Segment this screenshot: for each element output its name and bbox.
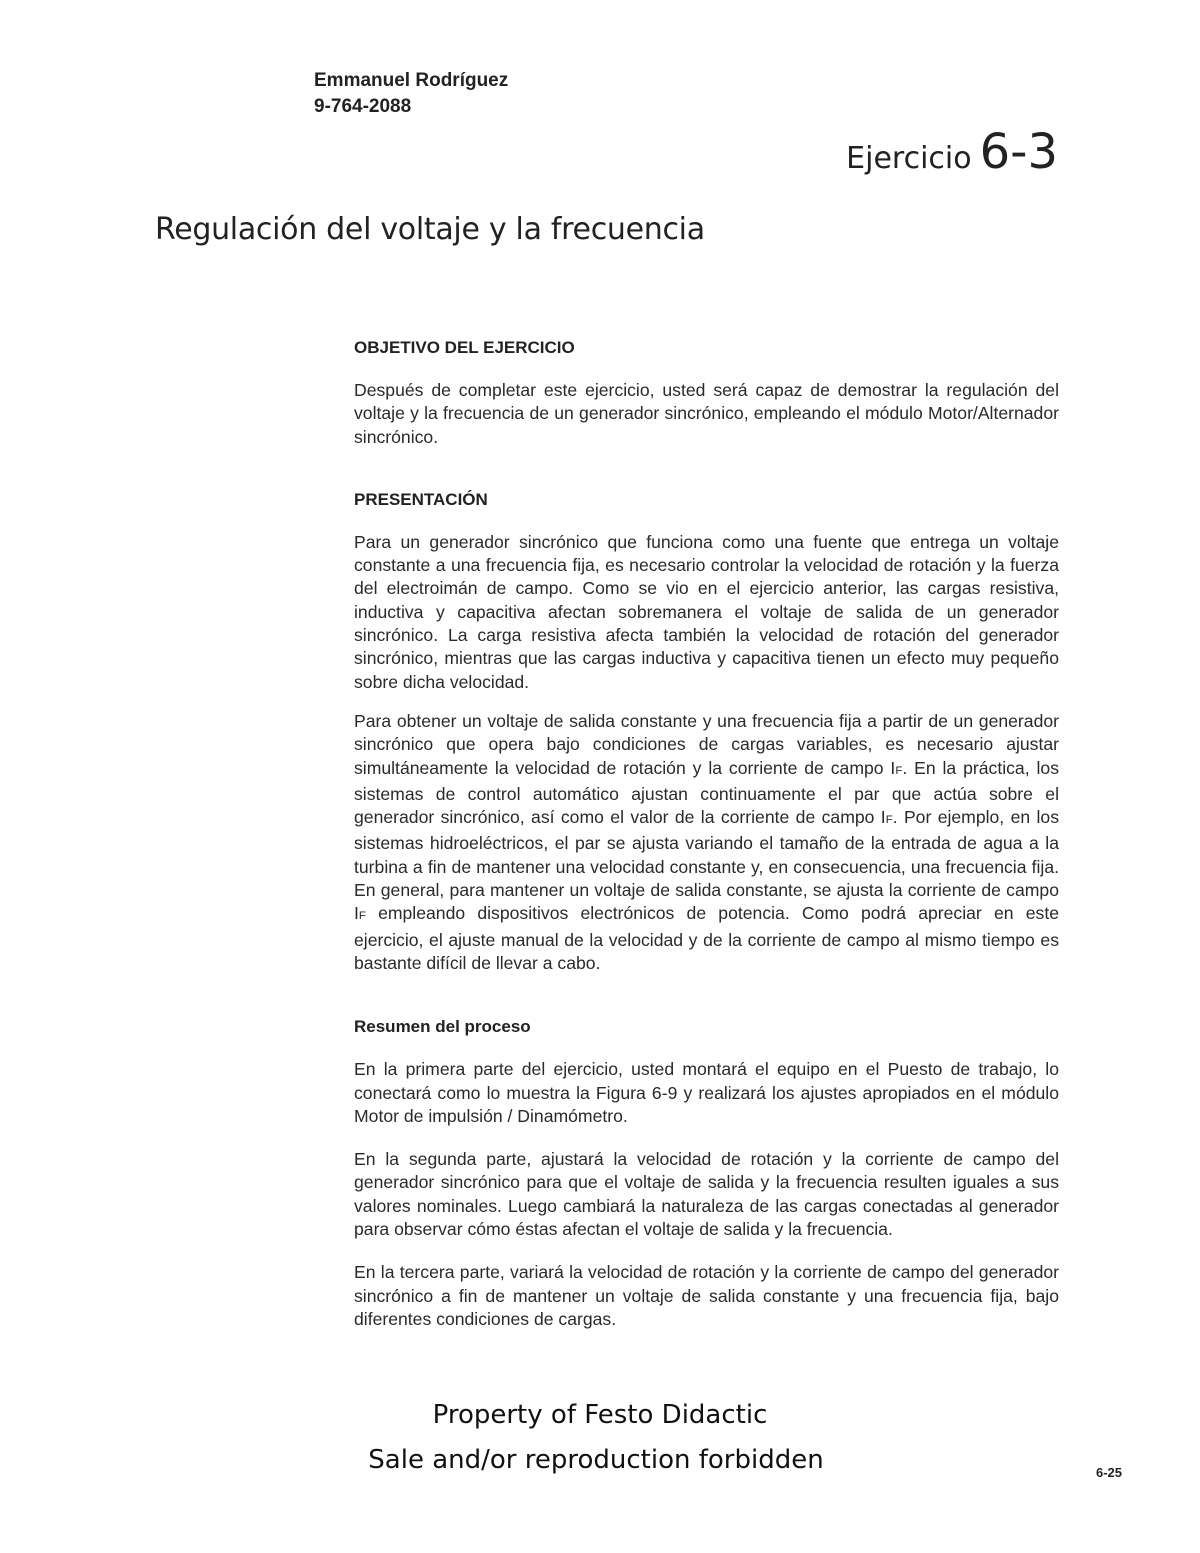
field-current-subscript: F bbox=[895, 764, 903, 777]
page-number: 6-25 bbox=[1096, 1465, 1123, 1480]
objective-heading: OBJETIVO DEL EJERCICIO bbox=[354, 338, 575, 357]
objective-text: Después de completar este ejercicio, usted será capaz de demostrar la regulación del voltaje y la frecuencia de un generador sincrónico, empleando el módulo Motor/Alternador sincrónico. bbox=[354, 380, 1059, 447]
main-content bbox=[354, 336, 1059, 1331]
presentation-p2-part-4: empleando dispositivos electrónicos de potencia. Como podrá apreciar en este ejercicio, el ajuste manual de la velocidad y de la corriente de campo al mismo tiempo es bastante difícil de llevar a cabo. bbox=[354, 903, 1059, 973]
footer-watermark-line-2: Sale and/or reproduction forbidden bbox=[368, 1445, 824, 1475]
presentation-p2-part-1: Para obtener un voltaje de salida constante y una frecuencia fija a partir de un generador sincrónico que opera bajo condiciones de cargas variables, es necesario ajustar simultáneamente la velocidad de rotación y la corriente de campo I bbox=[354, 710, 1059, 778]
page-title: Regulación del voltaje y la frecuencia bbox=[155, 212, 705, 247]
field-current-subscript: F bbox=[358, 910, 366, 923]
summary-paragraph-2: En la segunda parte, ajustará la velocidad de rotación y la corriente de campo del generador sincrónico para que el voltaje de salida y la frecuencia resulten iguales a sus valores nominales. Luego cambiará la naturaleza de las cargas conectadas al generador para observar cómo éstas afectan el voltaje de salida y la frecuencia. bbox=[354, 1149, 1059, 1240]
author-block bbox=[314, 68, 508, 120]
summary-heading: Resumen del proceso bbox=[354, 1017, 531, 1037]
author-name: Emmanuel Rodríguez bbox=[314, 70, 509, 91]
exercise-number: 6-3 bbox=[979, 124, 1058, 180]
footer-watermark-line-1: Property of Festo Didactic bbox=[432, 1400, 768, 1430]
author-id: 9-764-2088 bbox=[314, 96, 412, 117]
presentation-p2-part-3: . Por ejemplo, en los sistemas hidroeléctricos, el par se ajusta variando el tamaño de la entrada de agua a la turbina a fin de mantener una velocidad constante y, en consecuencia, una frecuencia fija. En general, para mantener un voltaje de salida constante, se ajusta la corriente de campo I bbox=[354, 807, 1059, 924]
presentation-p2-part-2: . En la práctica, los sistemas de control automático ajustan continuamente el par que actúa sobre el generador sincrónico, así como el valor de la corriente de campo I bbox=[354, 757, 1059, 828]
presentation-heading: PRESENTACIÓN bbox=[354, 489, 488, 509]
presentation-paragraph-2 bbox=[354, 710, 1059, 975]
summary-paragraph-3: En la tercera parte, variará la velocidad de rotación y la corriente de campo del generador sincrónico a fin de mantener un voltaje de salida constante y una frecuencia fija, bajo diferentes condiciones de cargas. bbox=[354, 1262, 1059, 1329]
exercise-word: Ejercicio bbox=[846, 141, 972, 176]
field-current-subscript: F bbox=[885, 814, 893, 827]
summary-paragraph-1: En la primera parte del ejercicio, usted montará el equipo en el Puesto de trabajo, lo conectará como lo muestra la Figura 6-9 y realizará los ajustes apropiados en el módulo Motor de impulsión / Dinamómetro. bbox=[354, 1059, 1059, 1126]
presentation-paragraph-1: Para un generador sincrónico que funciona como una fuente que entrega un voltaje constante a una frecuencia fija, es necesario controlar la velocidad de rotación y la fuerza del electroimán de campo. Como se vio en el ejercicio anterior, las cargas resistiva, inductiva y capacitiva afectan sobremanera el voltaje de salida de un generador sincrónico. La carga resistiva afecta también la velocidad de rotación del generador sincrónico, mientras que las cargas inductiva y capacitiva tienen un efecto muy pequeño sobre dicha velocidad. bbox=[354, 531, 1059, 692]
exercise-label bbox=[846, 124, 1058, 180]
